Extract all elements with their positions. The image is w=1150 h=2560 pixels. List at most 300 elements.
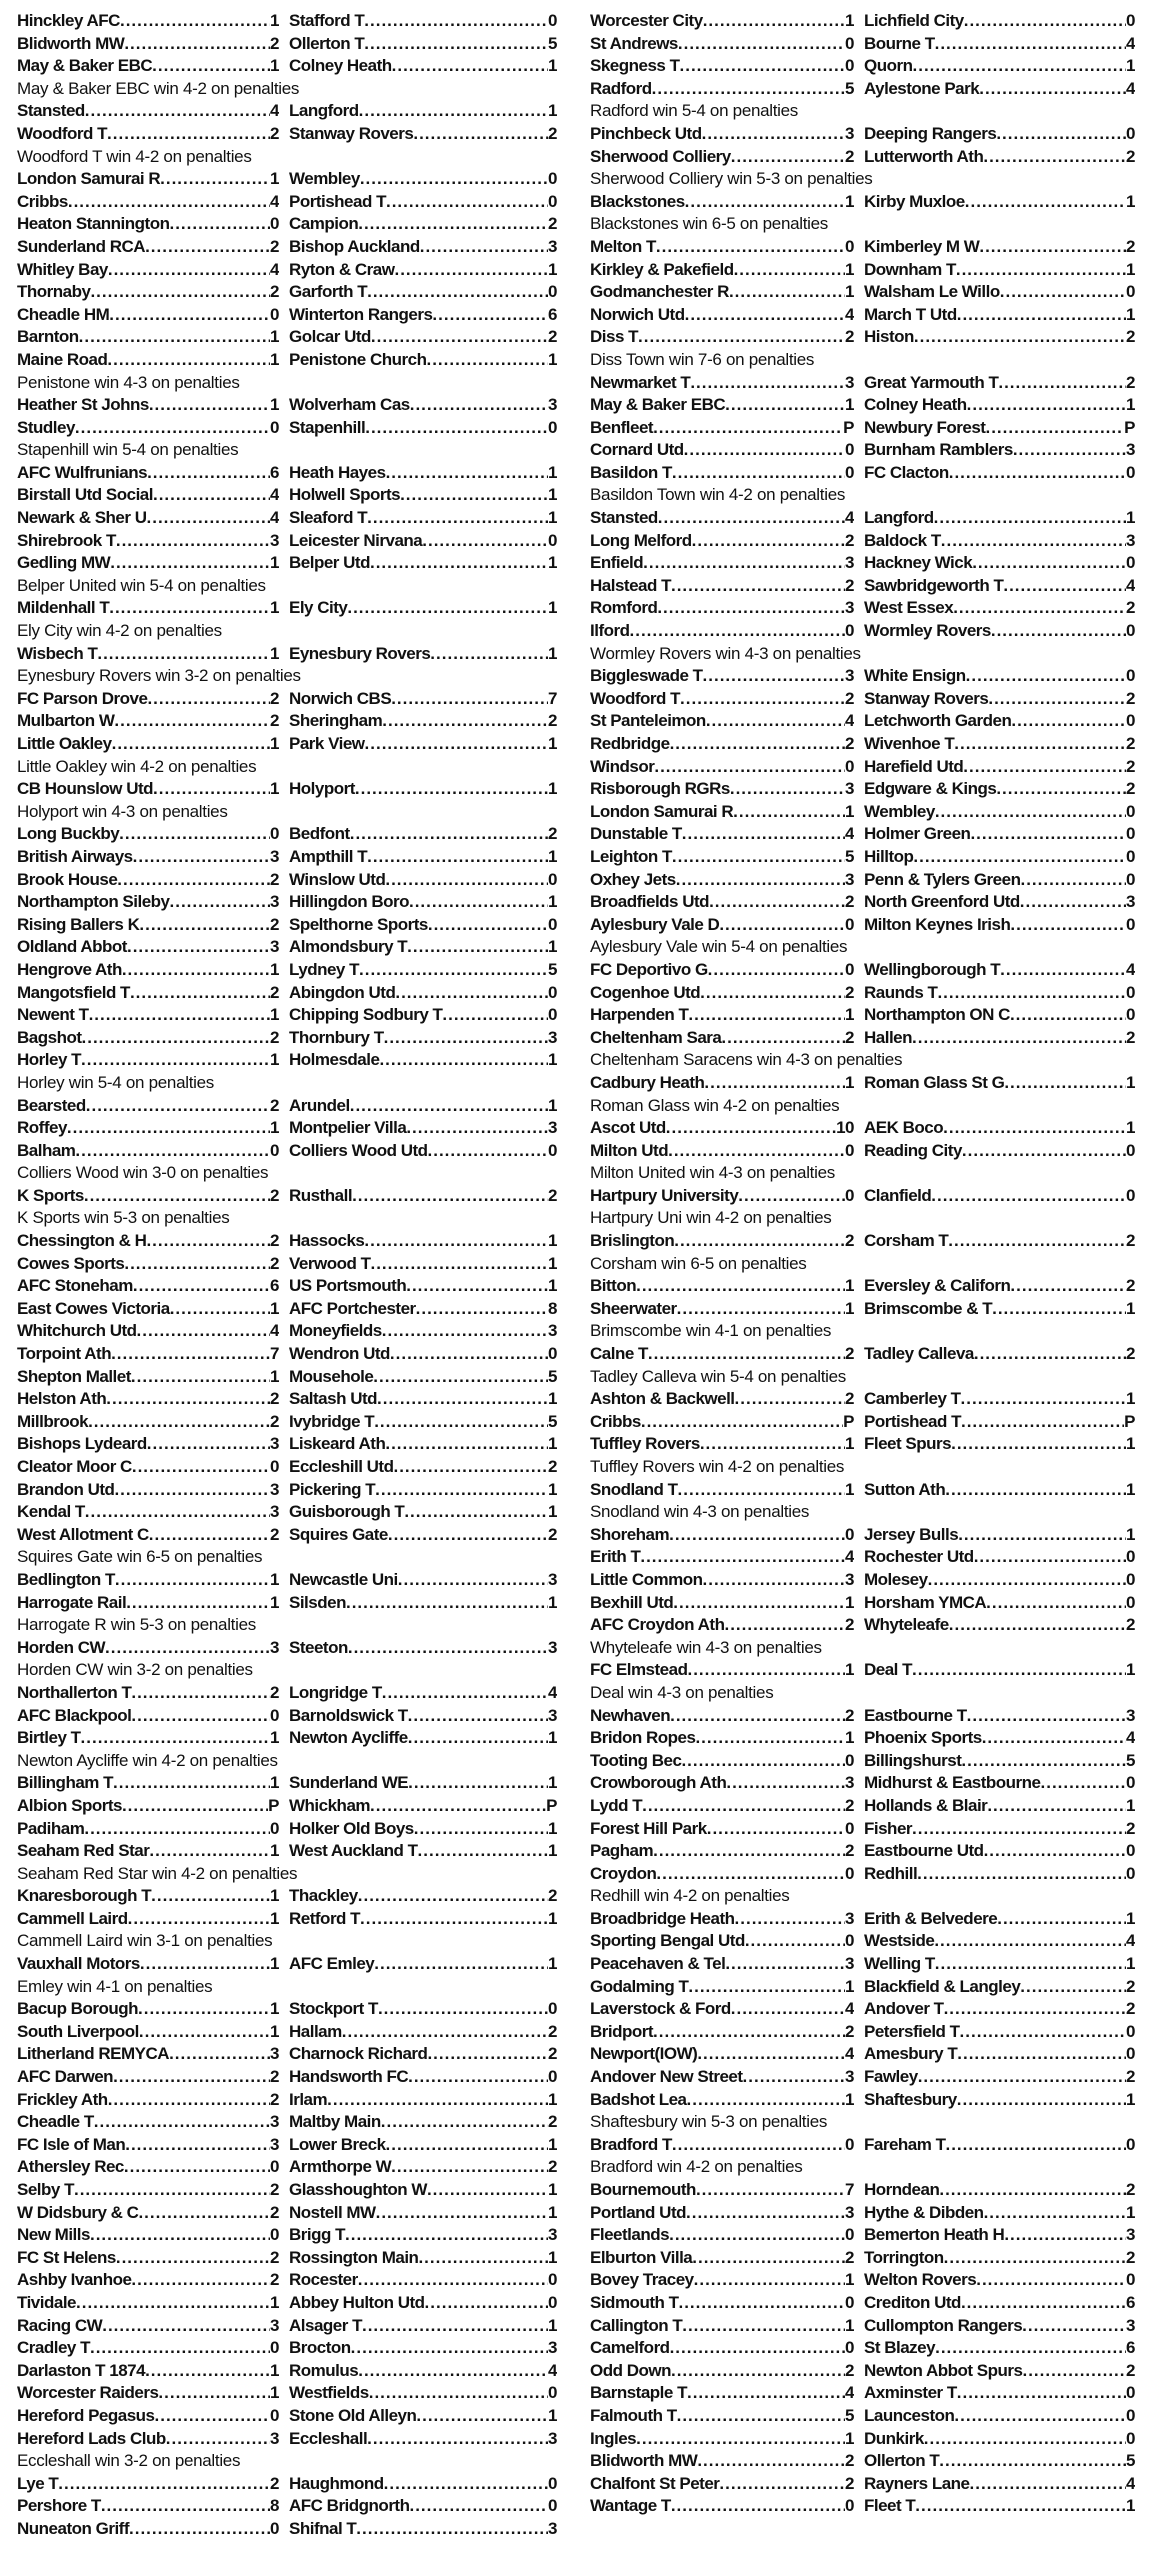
fixture-row (590, 2224, 1135, 2247)
home-team-name: Roffey (17, 1118, 67, 1138)
home-score: 0 (270, 1457, 279, 1476)
away-team-cell (289, 236, 557, 259)
away-team-name: Aylestone Park (864, 78, 980, 98)
home-team-cell (17, 914, 279, 937)
home-team-cell (17, 1433, 279, 1456)
away-team-name: Welling T (864, 1954, 935, 1974)
away-score: 1 (548, 56, 557, 76)
away-team-cell (289, 213, 557, 236)
away-team-name: Moneyfields (289, 1321, 382, 1341)
dot-leader (130, 982, 270, 1005)
home-team-cell (17, 1479, 279, 1502)
dot-leader (377, 1388, 548, 1411)
home-team-name: Bitton (590, 1276, 637, 1296)
home-team-cell (17, 643, 279, 666)
dot-leader (406, 1117, 548, 1140)
dot-leader (89, 1004, 270, 1027)
away-team-name: Clanfield (864, 1185, 932, 1205)
fixture-row (590, 1840, 1135, 1863)
home-team-name: Ingles (590, 2428, 637, 2448)
home-score: 0 (845, 2292, 854, 2312)
home-score: 1 (270, 169, 279, 189)
dot-leader (935, 2337, 1126, 2360)
fixture-row (590, 281, 1135, 304)
away-team-cell (864, 1546, 1135, 1569)
home-team-cell (590, 326, 854, 349)
fixture-row (590, 1614, 1135, 1637)
home-team-cell (590, 2021, 854, 2044)
home-team-cell (590, 1140, 854, 1163)
home-team-name: Selby T (17, 2180, 74, 2199)
dot-leader (696, 2179, 845, 2202)
away-score: 3 (548, 2428, 557, 2448)
home-team-name: Radford (590, 78, 652, 98)
dot-leader (128, 1908, 270, 1931)
dot-leader (974, 1546, 1126, 1569)
away-team-cell (289, 349, 557, 372)
dot-leader (677, 2405, 845, 2428)
dot-leader (358, 2269, 548, 2292)
home-score: 4 (845, 508, 854, 528)
home-score: 2 (270, 123, 279, 143)
dot-leader (702, 123, 845, 146)
home-team-cell (590, 2066, 854, 2089)
away-team-cell (289, 2428, 557, 2451)
dot-leader (342, 2021, 548, 2044)
away-score: 0 (1126, 11, 1135, 30)
dot-leader (432, 304, 548, 327)
home-team-name: Chalfont St Peter (590, 2473, 720, 2493)
dot-leader (170, 1298, 270, 1321)
home-score: 0 (270, 2157, 279, 2177)
away-team-name: Garforth T (289, 282, 368, 302)
home-team-name: Athersley Rec (17, 2157, 124, 2177)
home-team-cell (590, 1569, 854, 1592)
dot-leader (388, 1524, 548, 1547)
home-team-name: Ilford (590, 621, 630, 641)
dot-leader (84, 1185, 270, 1208)
fixture-row (590, 710, 1135, 733)
home-team-name: Hartpury University (590, 1185, 739, 1205)
fixture-row (17, 1298, 557, 1321)
fixture-row (17, 2337, 557, 2360)
away-team-name: Baldock T (864, 530, 941, 550)
dot-leader (682, 823, 845, 846)
dot-leader (954, 733, 1126, 756)
dot-leader (684, 439, 845, 462)
dot-leader (960, 2021, 1126, 2044)
fixture-row (17, 1230, 557, 1253)
dot-leader (941, 530, 1126, 553)
home-team-cell (590, 846, 854, 869)
away-team-cell (289, 2382, 557, 2405)
home-team-cell (590, 123, 854, 146)
away-team-name: Deal T (864, 1660, 913, 1680)
home-score: 1 (270, 2292, 279, 2312)
home-score: 1 (845, 2428, 854, 2448)
fixture-row (590, 914, 1135, 937)
away-score: 0 (1126, 1863, 1135, 1883)
dot-leader (669, 2224, 845, 2247)
penalty-note: Holyport win 4-3 on penalties (17, 801, 228, 821)
dot-leader (731, 146, 845, 169)
fixture-row (17, 2382, 557, 2405)
dot-leader (149, 1840, 270, 1863)
away-team-cell (289, 33, 557, 56)
dot-leader (957, 2043, 1126, 2066)
dot-leader (391, 688, 548, 711)
home-score: 0 (845, 1750, 854, 1770)
away-team-name: Holmer Green (864, 824, 971, 844)
away-score: 0 (548, 1005, 557, 1025)
home-score: 2 (270, 1185, 279, 1205)
away-team-cell (864, 2292, 1135, 2315)
away-team-name: Harefield Utd (864, 756, 964, 776)
away-score: 2 (1126, 1615, 1135, 1635)
home-team-name: Hengrove Ath (17, 959, 122, 979)
penalty-note: Horley win 5-4 on penalties (17, 1072, 214, 1092)
away-team-name: Belper Utd (289, 553, 370, 573)
home-score: 0 (845, 1863, 854, 1883)
away-team-name: Kimberley M W (864, 236, 980, 256)
dot-leader (965, 191, 1126, 214)
dot-leader (90, 281, 270, 304)
away-team-name: Horsham YMCA (864, 1592, 987, 1612)
home-team-name: Lye T (17, 2473, 59, 2493)
home-team-cell (590, 1433, 854, 1456)
away-team-name: Ryton & Craw (289, 259, 395, 279)
home-team-cell (17, 2043, 279, 2066)
dot-leader (382, 1320, 548, 1343)
away-team-cell (864, 1524, 1135, 1547)
away-team-name: Shifnal T (289, 2518, 357, 2538)
away-team-name: Thackley (289, 1886, 358, 1906)
fixture-row (590, 575, 1135, 598)
home-team-cell (17, 2224, 279, 2247)
home-score: 1 (270, 1005, 279, 1025)
home-team-cell (17, 259, 279, 282)
home-team-cell (590, 2360, 854, 2383)
home-team-cell (590, 1524, 854, 1547)
home-team-cell (590, 1230, 854, 1253)
fixture-row (590, 2134, 1135, 2157)
home-team-cell (17, 1592, 279, 1615)
away-team-name: Thornbury T (289, 1027, 384, 1047)
home-team-cell (17, 2473, 279, 2496)
away-team-name: Penn & Tylers Green (864, 869, 1021, 889)
away-team-name: Eccleshall (289, 2428, 368, 2448)
fixture-row (17, 394, 557, 417)
dot-leader (1013, 439, 1126, 462)
away-score: 1 (1126, 2496, 1135, 2516)
home-team-cell (590, 1840, 854, 1863)
fixture-row (590, 1908, 1135, 1931)
away-team-name: Irlam (289, 2089, 328, 2109)
home-team-name: Studley (17, 417, 75, 437)
dot-leader (107, 349, 270, 372)
away-team-cell (289, 1592, 557, 1615)
home-score: 0 (845, 2496, 854, 2516)
home-team-name: Ashton & Backwell (590, 1389, 735, 1409)
home-team-name: British Airways (17, 846, 133, 866)
home-team-name: Stansted (17, 101, 85, 121)
fixture-row (17, 1592, 557, 1615)
away-team-name: Rocester (289, 2270, 358, 2290)
home-team-cell (17, 2247, 279, 2270)
away-team-name: Histon (864, 327, 914, 347)
dot-leader (982, 1727, 1126, 1750)
home-score: 2 (270, 914, 279, 934)
home-team-name: Torpoint Ath (17, 1344, 112, 1364)
away-team-name: Brigg T (289, 2225, 345, 2245)
home-team-cell (17, 1705, 279, 1728)
away-team-cell (864, 1908, 1135, 1931)
away-team-name: Silsden (289, 1592, 346, 1612)
away-score: 2 (1126, 1027, 1135, 1047)
dot-leader (937, 982, 1126, 1005)
away-score: 1 (548, 462, 557, 482)
away-team-cell (289, 1908, 557, 1931)
away-team-name: Holker Old Boys (289, 1818, 414, 1838)
home-team-name: Skegness T (590, 56, 680, 76)
home-team-cell (590, 2224, 854, 2247)
home-team-name: Wantage T (590, 2496, 671, 2516)
home-team-name: FC Deportivo G (590, 959, 708, 979)
away-score: 0 (1126, 621, 1135, 641)
dot-leader (370, 1795, 546, 1818)
away-score: 1 (1126, 304, 1135, 324)
home-team-name: Sidmouth T (590, 2292, 679, 2312)
away-team-name: Wivenhoe T (864, 734, 955, 753)
fixture-row (17, 191, 557, 214)
fixture-row (17, 1388, 557, 1411)
away-team-name: Cullompton Rangers (864, 2315, 1023, 2335)
home-score: 1 (270, 1841, 279, 1861)
home-team-name: Mildenhall T (17, 598, 110, 618)
fixture-row (17, 643, 557, 666)
fixture-row (590, 2066, 1135, 2089)
away-team-name: Portishead T (864, 1411, 961, 1431)
away-team-cell (864, 1750, 1135, 1773)
away-score: 2 (548, 2021, 557, 2041)
home-team-cell (17, 1230, 279, 1253)
dot-leader (695, 1727, 845, 1750)
fixture-row (17, 1727, 557, 1750)
home-score: 0 (270, 2225, 279, 2245)
home-team-name: Ascot Utd (590, 1118, 666, 1138)
away-score: 0 (1126, 711, 1135, 731)
away-score: 1 (1126, 1954, 1135, 1974)
dot-leader (653, 417, 843, 440)
home-score: 3 (270, 2134, 279, 2154)
away-score: 6 (548, 304, 557, 324)
dot-leader (75, 1140, 270, 1163)
home-team-cell (17, 55, 279, 78)
penalty-note: Seaham Red Star win 4-2 on penalties (17, 1863, 298, 1883)
away-score: 4 (548, 2360, 557, 2380)
dot-leader (966, 665, 1126, 688)
away-team-name: Dunkirk (864, 2428, 924, 2448)
home-team-name: Bournemouth (590, 2180, 696, 2199)
away-team-cell (289, 959, 557, 982)
home-score: 2 (270, 2473, 279, 2493)
dot-leader (131, 1705, 270, 1728)
away-team-cell (289, 1433, 557, 1456)
home-team-cell (17, 2021, 279, 2044)
dot-leader (945, 2134, 1126, 2157)
away-team-cell (864, 507, 1135, 530)
away-team-cell (289, 2495, 557, 2518)
away-team-name: Eccleshill Utd (289, 1457, 394, 1476)
away-score: 3 (548, 1569, 557, 1589)
fixture-row (590, 778, 1135, 801)
dot-leader (79, 326, 270, 349)
home-score: 2 (270, 1095, 279, 1115)
away-team-name: Squires Gate (289, 1524, 388, 1544)
away-score: 2 (1126, 1999, 1135, 2019)
home-team-cell (17, 168, 279, 191)
dot-leader (358, 213, 548, 236)
away-score: 3 (548, 2518, 557, 2538)
home-score: 4 (270, 259, 279, 279)
home-team-cell (590, 891, 854, 914)
away-score: 1 (548, 846, 557, 866)
dot-leader (983, 146, 1126, 169)
dot-leader (139, 2021, 270, 2044)
fixture-row (590, 823, 1135, 846)
away-team-name: Haughmond (289, 2473, 384, 2493)
fixture-row (17, 1840, 557, 1863)
penalty-note: Radford win 5-4 on penalties (590, 101, 799, 121)
fixture-row (590, 597, 1135, 620)
away-score: 0 (548, 530, 557, 550)
away-team-name: Edgware & Kings (864, 779, 997, 799)
fixture-row (17, 778, 557, 801)
away-team-name: US Portsmouth (289, 1276, 407, 1296)
fixture-row (590, 1275, 1135, 1298)
fixture-row (17, 304, 557, 327)
home-score: 4 (270, 1321, 279, 1341)
dot-leader (1010, 1275, 1126, 1298)
home-team-cell (17, 846, 279, 869)
dot-leader (648, 1343, 845, 1366)
home-team-name: Tooting Bec (590, 1750, 682, 1770)
home-score: 0 (845, 2134, 854, 2154)
away-team-cell (289, 1524, 557, 1547)
penalty-note: Whyteleafe win 4-3 on penalties (590, 1637, 822, 1657)
fixture-row (17, 2111, 557, 2134)
home-team-name: Calne T (590, 1344, 648, 1364)
away-team-cell (864, 2134, 1135, 2157)
away-team-cell (289, 1637, 557, 1660)
away-score: 1 (548, 1434, 557, 1454)
penalty-note: Tuffley Rovers win 4-2 on penalties (590, 1457, 845, 1476)
fixture-row (590, 55, 1135, 78)
fixture-row (590, 1185, 1135, 1208)
away-team-name: Eversley & Californ (864, 1276, 1011, 1296)
away-team-cell (864, 2021, 1135, 2044)
home-score: 0 (845, 621, 854, 641)
home-team-cell (590, 756, 854, 779)
away-score: 0 (1126, 123, 1135, 143)
away-team-name: Wembley (864, 801, 935, 821)
away-team-cell (864, 2247, 1135, 2270)
away-score: 3 (1126, 2225, 1135, 2245)
dot-leader (139, 914, 270, 937)
penalty-note: Little Oakley win 4-2 on penalties (17, 756, 257, 776)
fixture-row (17, 213, 557, 236)
dot-leader (395, 982, 548, 1005)
home-team-cell (590, 1117, 854, 1140)
dot-leader (110, 552, 270, 575)
away-score: 1 (548, 553, 557, 573)
penalty-note: Tadley Calleva win 5-4 on penalties (590, 1366, 846, 1386)
away-team-name: FC Clacton (864, 462, 949, 482)
away-team-name: Launceston (864, 2405, 955, 2425)
home-team-cell (590, 1027, 854, 1050)
home-score: 1 (845, 1976, 854, 1996)
away-team-name: Arundel (289, 1095, 350, 1115)
away-score: 6 (1126, 2338, 1135, 2358)
dot-leader (84, 1818, 270, 1841)
home-team-cell (590, 982, 854, 1005)
dot-leader (928, 1569, 1126, 1592)
away-team-cell (289, 2021, 557, 2044)
fixture-row (590, 2179, 1135, 2202)
away-team-name: Ely City (289, 598, 348, 618)
away-team-name: Hilltop (864, 846, 914, 866)
away-team-name: Hythe & Dibden (864, 2202, 984, 2222)
fixture-row (590, 2495, 1135, 2518)
dot-leader (692, 2247, 845, 2270)
away-team-cell (864, 1818, 1135, 1841)
home-team-cell (17, 236, 279, 259)
away-team-cell (864, 1727, 1135, 1750)
away-score: 1 (548, 734, 557, 753)
dot-leader (703, 10, 845, 33)
away-team-cell (289, 1569, 557, 1592)
fixture-row (590, 304, 1135, 327)
home-team-name: Camelford (590, 2338, 670, 2358)
home-team-cell (590, 146, 854, 169)
dot-leader (115, 1569, 270, 1592)
home-team-cell (17, 597, 279, 620)
dot-leader (147, 1433, 270, 1456)
penalty-note: Aylesbury Vale win 5-4 on penalties (590, 937, 848, 957)
fixture-row (17, 1953, 557, 1976)
away-score: 1 (548, 485, 557, 505)
dot-leader (88, 1411, 270, 1434)
dot-leader (116, 2247, 270, 2270)
fixture-row (17, 281, 557, 304)
home-team-name: Albion Sports (17, 1795, 122, 1815)
home-team-cell (17, 1004, 279, 1027)
home-team-name: Diss T (590, 327, 639, 347)
away-team-cell (289, 2111, 557, 2134)
dot-leader (653, 1840, 845, 1863)
away-team-name: Rossington Main (289, 2247, 419, 2267)
dot-leader (687, 2089, 846, 2112)
dot-leader (707, 1818, 845, 1841)
fixture-row (590, 2315, 1135, 2338)
away-score: 0 (1126, 2044, 1135, 2064)
away-team-name: Colliers Wood Utd (289, 1140, 428, 1160)
away-team-cell (864, 552, 1135, 575)
home-team-name: Cadbury Heath (590, 1072, 705, 1092)
away-team-cell (289, 1998, 557, 2021)
home-team-cell (17, 1411, 279, 1434)
fixture-row (17, 1524, 557, 1547)
